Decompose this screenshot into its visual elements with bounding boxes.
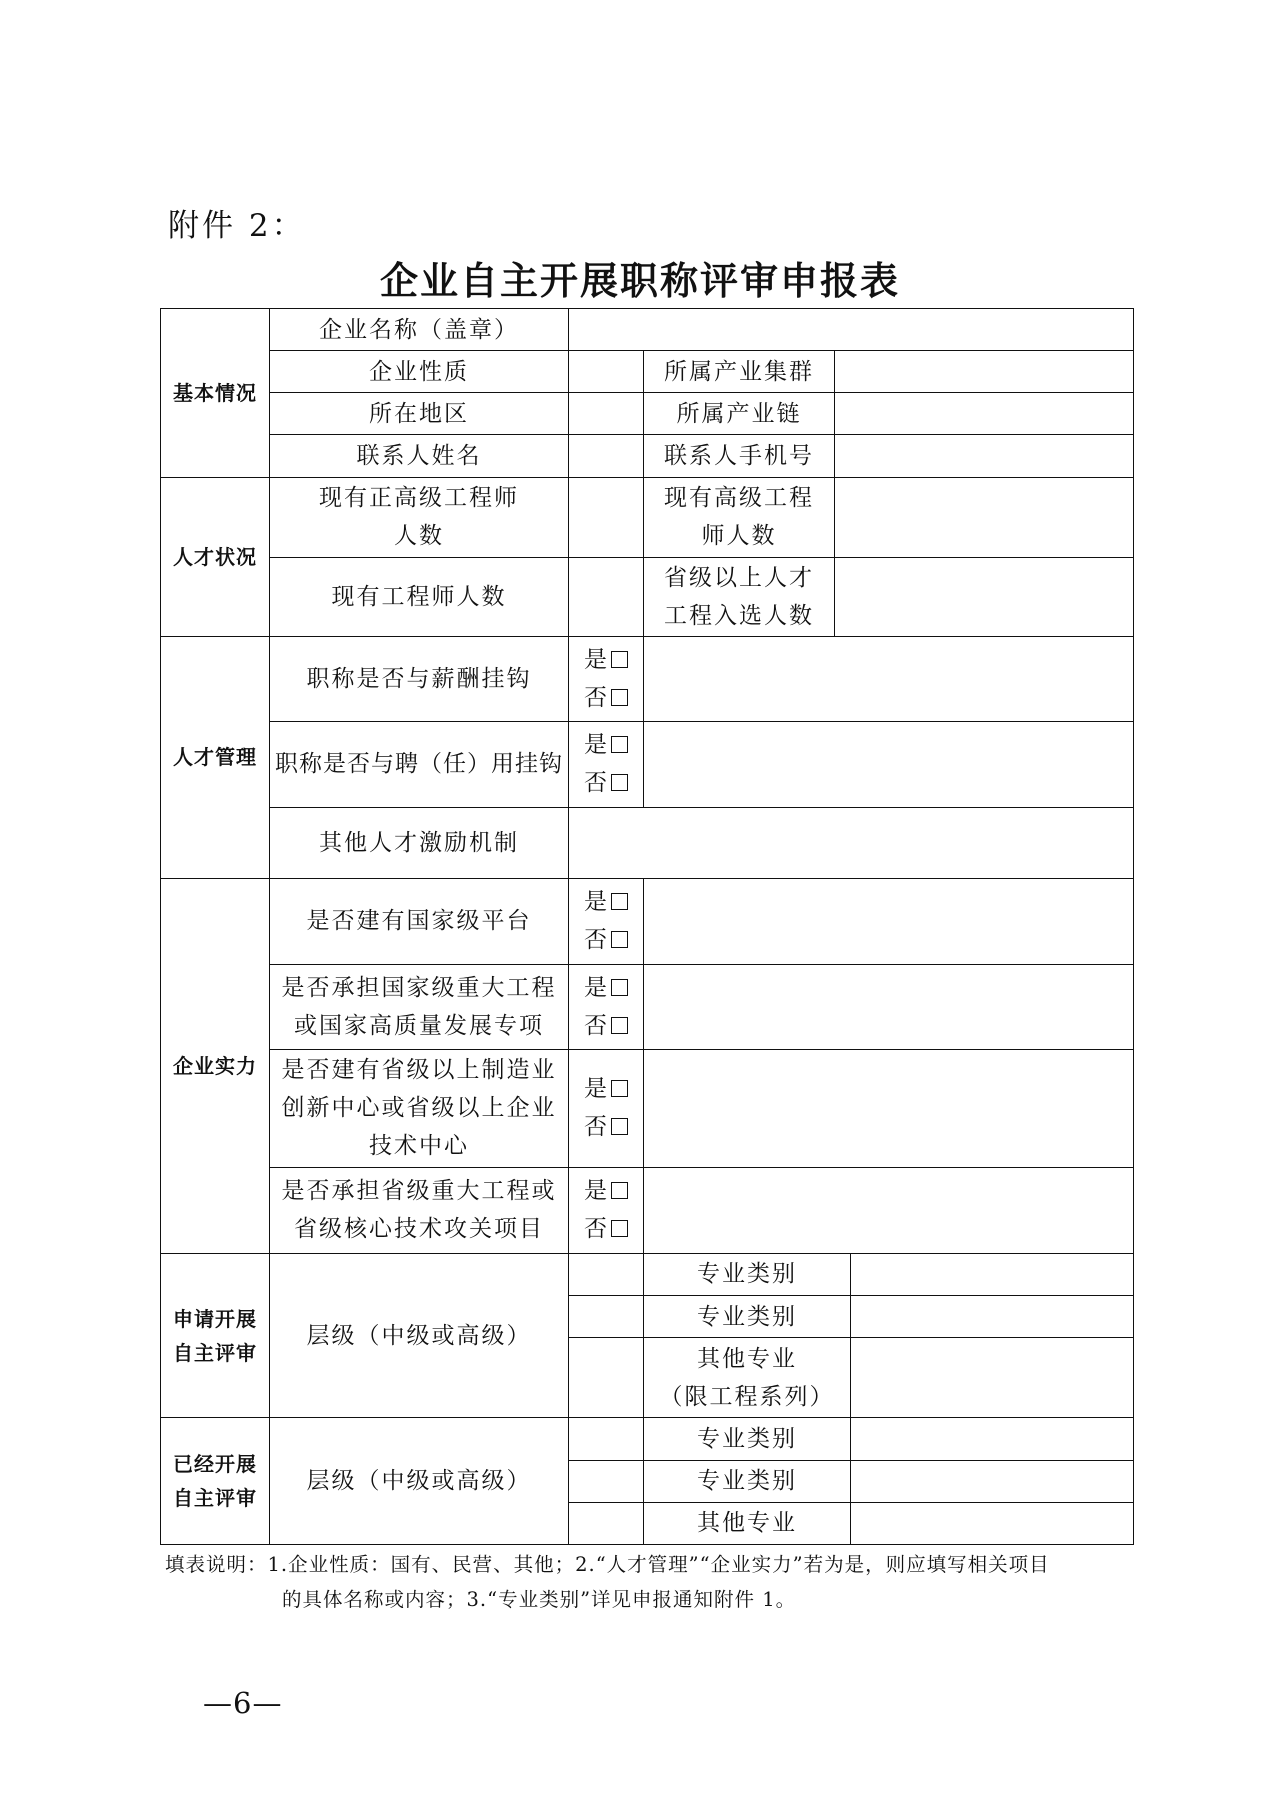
label-specialty-3: 专业类别 (644, 1418, 851, 1460)
label-line: 师人数 (701, 523, 777, 550)
label-specialty-2: 专业类别 (644, 1296, 851, 1338)
label-hire-link: 职称是否与聘（任）用挂钩 (270, 722, 569, 807)
field-engineer-count[interactable] (569, 557, 644, 636)
yes-checkbox[interactable] (611, 979, 628, 996)
no-checkbox[interactable] (611, 774, 628, 791)
yes-no-choice[interactable] (569, 637, 644, 722)
label-salary-link: 职称是否与薪酬挂钩 (270, 637, 569, 722)
label-other-specialty: 其他专业 (644, 1502, 851, 1544)
label-line: 省级核心技术攻关项目 (294, 1216, 544, 1243)
label-company-nature: 企业性质 (270, 351, 569, 393)
field-existing-specialty-1[interactable] (851, 1418, 1134, 1460)
field-existing-specialty-2[interactable] (851, 1460, 1134, 1502)
label-contact-name: 联系人姓名 (270, 435, 569, 477)
yes-checkbox[interactable] (611, 736, 628, 753)
section-line: 自主评审 (173, 1486, 257, 1511)
label-provincial-talent (644, 557, 835, 636)
field-salary-link-detail[interactable] (644, 637, 1134, 722)
field-apply-level-1[interactable] (569, 1253, 644, 1295)
field-provincial-talent[interactable] (835, 557, 1134, 636)
label-line: 技术中心 (369, 1133, 469, 1160)
section-talent-mgmt: 人才管理 (161, 637, 270, 879)
label-line: （限工程系列） (659, 1383, 835, 1410)
yes-no-choice[interactable] (569, 878, 644, 964)
field-innovation-center-detail[interactable] (644, 1050, 1134, 1167)
section-line: 申请开展 (173, 1306, 257, 1331)
section-line: 已经开展 (173, 1452, 257, 1477)
label-company-name: 企业名称（盖章） (270, 309, 569, 351)
no-label: 否 (584, 927, 609, 954)
field-contact-phone[interactable] (835, 435, 1134, 477)
section-basic: 基本情况 (161, 309, 270, 478)
yes-label: 是 (584, 889, 609, 916)
section-line: 自主评审 (173, 1340, 257, 1365)
yes-no-choice[interactable] (569, 1167, 644, 1253)
field-existing-level-1[interactable] (569, 1418, 644, 1460)
label-other-incentive: 其他人才激励机制 (270, 807, 569, 878)
label-industry-cluster: 所属产业集群 (644, 351, 835, 393)
label-line: 人数 (394, 523, 444, 550)
section-existing-review (161, 1418, 270, 1545)
note-line-2: 的具体名称或内容；3.“专业类别”详见申报通知附件 1。 (282, 1588, 797, 1611)
field-senior-count[interactable] (835, 477, 1134, 557)
yes-no-choice[interactable] (569, 965, 644, 1050)
field-apply-specialty-2[interactable] (851, 1296, 1134, 1338)
no-checkbox[interactable] (611, 1118, 628, 1135)
yes-label: 是 (584, 647, 609, 674)
label-engineer-count: 现有工程师人数 (270, 557, 569, 636)
label-line: 或国家高质量发展专项 (294, 1013, 544, 1040)
no-checkbox[interactable] (611, 1220, 628, 1237)
field-apply-level-2[interactable] (569, 1296, 644, 1338)
field-hire-link-detail[interactable] (644, 722, 1134, 807)
label-line: 是否承担国家级重大工程 (281, 975, 557, 1002)
no-label: 否 (584, 1013, 609, 1040)
label-specialty-4: 专业类别 (644, 1460, 851, 1502)
label-line: 创新中心或省级以上企业 (281, 1095, 557, 1122)
label-national-platform: 是否建有国家级平台 (270, 878, 569, 964)
field-apply-level-3[interactable] (569, 1338, 644, 1418)
yes-checkbox[interactable] (611, 651, 628, 668)
field-industry-chain[interactable] (835, 393, 1134, 435)
label-line: 其他专业 (697, 1345, 797, 1372)
field-apply-specialty-1[interactable] (851, 1253, 1134, 1295)
label-provincial-project (270, 1167, 569, 1253)
label-contact-phone: 联系人手机号 (644, 435, 835, 477)
form-notes (165, 1547, 1145, 1617)
label-national-project (270, 965, 569, 1050)
section-apply-review (161, 1253, 270, 1418)
yes-label: 是 (584, 1178, 609, 1205)
application-form-table (160, 308, 1134, 1545)
field-apply-other-specialty[interactable] (851, 1338, 1134, 1418)
field-company-nature[interactable] (569, 351, 644, 393)
yes-no-choice[interactable] (569, 722, 644, 807)
yes-label: 是 (584, 975, 609, 1002)
label-apply-level: 层级（中级或高级） (270, 1253, 569, 1418)
label-senior-count (644, 477, 835, 557)
label-specialty-1: 专业类别 (644, 1253, 851, 1295)
label-existing-level: 层级（中级或高级） (270, 1418, 569, 1545)
label-line: 现有正高级工程师 (319, 485, 519, 512)
field-company-name[interactable] (569, 309, 1134, 351)
field-other-incentive[interactable] (569, 807, 1134, 878)
note-line-1: 填表说明：1.企业性质：国有、民营、其他；2.“人才管理”“企业实力”若为是，则应填写相关项目 (165, 1553, 1050, 1576)
label-line: 省级以上人才 (664, 564, 814, 591)
label-line: 现有高级工程 (664, 485, 814, 512)
label-line: 是否承担省级重大工程或 (281, 1178, 557, 1205)
attachment-label: 附件 2： (168, 208, 306, 244)
yes-label: 是 (584, 1076, 609, 1103)
section-talent-status: 人才状况 (161, 477, 270, 637)
field-existing-other-specialty[interactable] (851, 1502, 1134, 1544)
label-senior-full-count (270, 477, 569, 557)
field-industry-cluster[interactable] (835, 351, 1134, 393)
section-strength: 企业实力 (161, 878, 270, 1253)
label-region: 所在地区 (270, 393, 569, 435)
label-innovation-center (270, 1050, 569, 1167)
field-national-platform-detail[interactable] (644, 878, 1134, 964)
field-contact-name[interactable] (569, 435, 644, 477)
no-checkbox[interactable] (611, 1017, 628, 1034)
label-industry-chain: 所属产业链 (644, 393, 835, 435)
page-number: —6— (203, 1686, 283, 1720)
label-line: 工程入选人数 (664, 602, 814, 629)
no-checkbox[interactable] (611, 689, 628, 706)
no-checkbox[interactable] (611, 931, 628, 948)
label-line: 是否建有省级以上制造业 (281, 1057, 557, 1084)
form-title: 企业自主开展职称评审申报表 (379, 259, 900, 303)
yes-checkbox[interactable] (611, 1080, 628, 1097)
yes-label: 是 (584, 732, 609, 759)
no-label: 否 (584, 685, 609, 712)
yes-checkbox[interactable] (611, 893, 628, 910)
label-other-specialty-limited (644, 1338, 851, 1418)
no-label: 否 (584, 1114, 609, 1141)
field-provincial-project-detail[interactable] (644, 1167, 1134, 1253)
no-label: 否 (584, 770, 609, 797)
field-existing-level-3[interactable] (569, 1502, 644, 1544)
field-national-project-detail[interactable] (644, 965, 1134, 1050)
field-senior-full-count[interactable] (569, 477, 644, 557)
yes-no-choice[interactable] (569, 1050, 644, 1167)
field-existing-level-2[interactable] (569, 1460, 644, 1502)
yes-checkbox[interactable] (611, 1182, 628, 1199)
no-label: 否 (584, 1216, 609, 1243)
field-region[interactable] (569, 393, 644, 435)
